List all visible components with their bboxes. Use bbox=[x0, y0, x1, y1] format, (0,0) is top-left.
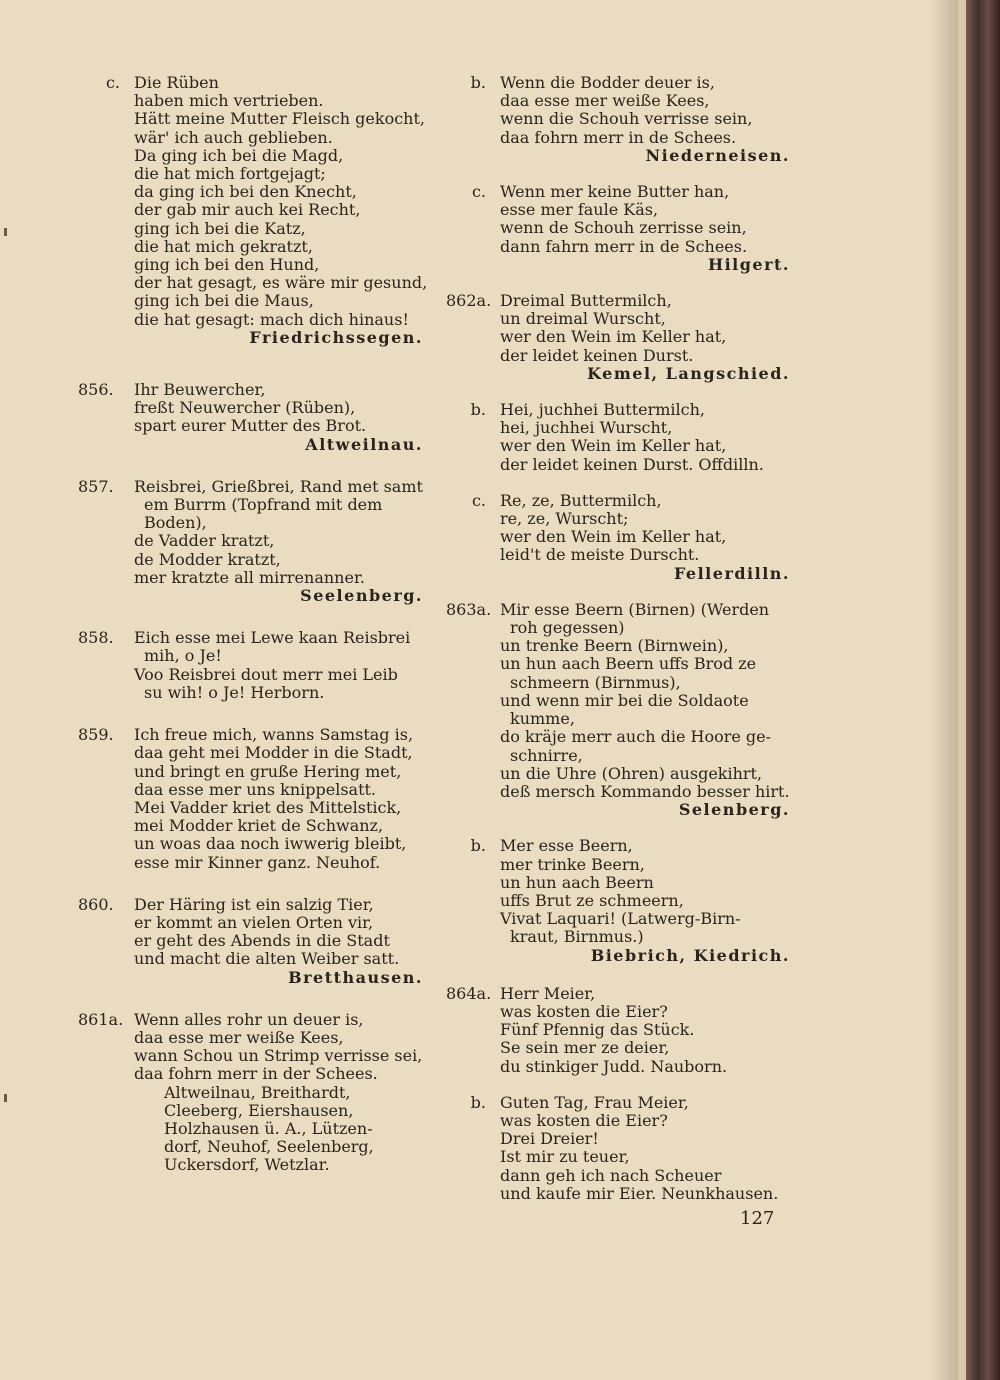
verse-line: schmeern (Birnmus), bbox=[510, 672, 681, 692]
verse-line: un hun aach Beern uffs Brod ze bbox=[500, 654, 757, 674]
verse-line: esse mer faule Käs, bbox=[500, 200, 659, 220]
verse-line: Holzhausen ü. A., Lützen- bbox=[164, 1118, 373, 1138]
entry-number: b. bbox=[470, 1092, 486, 1112]
verse-line: die hat mich gekratzt, bbox=[134, 236, 313, 256]
verse-line: ging ich bei die Maus, bbox=[134, 291, 314, 311]
entry bbox=[446, 183, 790, 274]
verse-line: Der Häring ist ein salzig Tier, bbox=[134, 894, 374, 914]
verse-line: der gab mir auch kei Recht, bbox=[134, 200, 361, 220]
verse-line: dann geh ich nach Scheuer bbox=[500, 1165, 722, 1185]
verse-line: mei Modder kriet de Schwanz, bbox=[134, 816, 384, 836]
verse-line: leid't de meiste Durscht. bbox=[500, 545, 700, 565]
book-edge bbox=[958, 0, 1000, 1380]
verse-line: was kosten die Eier? bbox=[500, 1110, 668, 1130]
verse-line: un hun aach Beern bbox=[500, 872, 654, 892]
verse-line: do kräje merr auch die Hoore ge- bbox=[500, 727, 772, 747]
verse-line: mih, o Je! bbox=[144, 646, 222, 666]
verse-line: wer den Wein im Keller hat, bbox=[500, 436, 727, 456]
verse-line: Reisbrei, Grießbrei, Rand met samt bbox=[134, 476, 423, 496]
verse-line: spart eurer Mutter des Brot. bbox=[134, 416, 367, 436]
verse-line: kumme, bbox=[510, 709, 575, 729]
verse-line: wer den Wein im Keller hat, bbox=[500, 527, 727, 547]
entry bbox=[446, 401, 790, 474]
verse-line: der leidet keinen Durst. bbox=[500, 345, 694, 365]
entry-number: c. bbox=[471, 490, 486, 510]
entry-number: 859. bbox=[78, 725, 114, 745]
verse-line: hei, juchhei Wurscht, bbox=[500, 418, 673, 438]
verse-line: und bringt en gruße Hering met, bbox=[134, 761, 402, 781]
verse-line: kraut, Birnmus.) bbox=[510, 927, 644, 947]
entry bbox=[446, 74, 790, 165]
verse-line: ging ich bei den Hund, bbox=[134, 255, 320, 275]
verse-line: ging ich bei die Katz, bbox=[134, 218, 306, 238]
entry-number: 858. bbox=[78, 628, 114, 648]
verse-line: und kaufe mir Eier. Neunkhausen. bbox=[500, 1183, 779, 1203]
verse-line: Mer esse Beern, bbox=[500, 836, 633, 856]
entry bbox=[78, 73, 428, 347]
verse-line: Dreimal Buttermilch, bbox=[500, 291, 672, 311]
entry-number: 863a. bbox=[446, 599, 492, 619]
verse-line: Guten Tag, Frau Meier, bbox=[500, 1092, 689, 1112]
verse-line: was kosten die Eier? bbox=[500, 1001, 668, 1021]
verse-line: wenn de Schouh zerrisse sein, bbox=[500, 218, 747, 238]
entry bbox=[446, 601, 790, 819]
place-name: Seelenberg. bbox=[300, 586, 423, 606]
verse-line: roh gegessen) bbox=[510, 618, 625, 638]
verse-line: Ich freue mich, wanns Samstag is, bbox=[134, 725, 414, 745]
verse-line: re, ze, Wurscht; bbox=[500, 509, 629, 529]
margin-mark bbox=[4, 228, 7, 236]
verse-line: Re, ze, Buttermilch, bbox=[500, 490, 662, 510]
verse-line: dann fahrn merr in de Schees. bbox=[500, 236, 748, 256]
margin-mark bbox=[4, 1094, 7, 1102]
verse-line: Uckersdorf, Wetzlar. bbox=[164, 1155, 330, 1175]
verse-line: Eich esse mei Lewe kaan Reisbrei bbox=[134, 628, 411, 648]
verse-line: deß mersch Kommando besser hirt. bbox=[500, 781, 790, 801]
verse-line: un die Uhre (Ohren) ausgekihrt, bbox=[500, 763, 763, 783]
place-name: Selenberg. bbox=[678, 800, 790, 820]
place-name: Kemel, Langschied. bbox=[587, 363, 790, 383]
left-column bbox=[78, 73, 428, 1175]
verse-line: Se sein mer ze deier, bbox=[500, 1038, 670, 1058]
entry bbox=[446, 292, 790, 383]
verse-line: mer kratzte all mirrenanner. bbox=[134, 567, 365, 587]
verse-line: der leidet keinen Durst. Offdilln. bbox=[500, 454, 764, 474]
verse-line: die hat gesagt: mach dich hinaus! bbox=[134, 309, 409, 329]
verse-line: Fünf Pfennig das Stück. bbox=[500, 1020, 695, 1040]
verse-line: Hätt meine Mutter Fleisch gekocht, bbox=[134, 109, 425, 129]
verse-line: schnirre, bbox=[510, 745, 583, 765]
verse-line: du stinkiger Judd. Nauborn. bbox=[500, 1056, 728, 1076]
verse-line: Mir esse Beern (Birnen) (Werden bbox=[500, 599, 770, 619]
entry bbox=[446, 837, 790, 964]
verse-line: mer trinke Beern, bbox=[500, 854, 645, 874]
verse-line: und macht die alten Weiber satt. bbox=[134, 949, 400, 969]
verse-line: un woas daa noch iwwerig bleibt, bbox=[134, 834, 407, 854]
entry-number: 860. bbox=[78, 894, 114, 914]
verse-line: Wenn alles rohr un deuer is, bbox=[134, 1009, 364, 1029]
verse-line: Da ging ich bei die Magd, bbox=[134, 145, 344, 165]
entry-number: 861a. bbox=[78, 1009, 124, 1029]
entry bbox=[446, 1094, 790, 1203]
right-column bbox=[446, 74, 790, 1203]
verse-line: daa esse mer weiße Kees, bbox=[500, 91, 710, 111]
entry-number: 862a. bbox=[446, 291, 492, 311]
entry bbox=[78, 726, 423, 872]
place-name: Fellerdilln. bbox=[673, 563, 790, 583]
verse-line: er geht des Abends in die Stadt bbox=[134, 931, 390, 951]
place-name: Altweilnau. bbox=[305, 434, 423, 454]
verse-line: Wenn mer keine Butter han, bbox=[500, 182, 730, 202]
verse-line: Voo Reisbrei dout merr mei Leib bbox=[134, 664, 398, 684]
verse-line: Hei, juchhei Buttermilch, bbox=[500, 400, 706, 420]
verse-line: Drei Dreier! bbox=[500, 1129, 599, 1149]
verse-line: Altweilnau, Breithardt, bbox=[164, 1082, 351, 1102]
verse-line: da ging ich bei den Knecht, bbox=[134, 182, 357, 202]
entry bbox=[446, 492, 790, 583]
verse-line: Wenn die Bodder deuer is, bbox=[500, 73, 715, 92]
entry bbox=[78, 478, 423, 605]
verse-line: und wenn mir bei die Soldaote bbox=[500, 690, 749, 710]
place-name: Biebrich, Kiedrich. bbox=[590, 945, 790, 965]
verse-line: un trenke Beern (Birnwein), bbox=[500, 636, 729, 656]
verse-line: daa fohrn merr in de Schees. bbox=[500, 127, 737, 147]
verse-line: er kommt an vielen Orten vir, bbox=[134, 912, 374, 932]
verse-line: Ihr Beuwercher, bbox=[134, 380, 266, 400]
verse-line: Cleeberg, Eiershausen, bbox=[164, 1100, 354, 1120]
verse-line: Boden), bbox=[144, 513, 207, 533]
entry-number: b. bbox=[470, 836, 486, 856]
place-name: Niederneisen. bbox=[645, 145, 790, 165]
verse-line: de Vadder kratzt, bbox=[134, 531, 275, 551]
verse-line: dorf, Neuhof, Seelenberg, bbox=[164, 1137, 374, 1157]
verse-line: daa fohrn merr in der Schees. bbox=[134, 1064, 378, 1084]
place-name: Bretthausen. bbox=[288, 967, 423, 987]
verse-line: esse mir Kinner ganz. Neuhof. bbox=[134, 852, 381, 872]
place-name: Friedrichssegen. bbox=[249, 327, 423, 347]
entry bbox=[446, 985, 790, 1076]
verse-line: haben mich vertrieben. bbox=[134, 91, 324, 111]
verse-line: em Burrm (Topfrand mit dem bbox=[144, 495, 383, 515]
entry-number: c. bbox=[105, 73, 120, 92]
verse-line: daa esse mer weiße Kees, bbox=[134, 1027, 344, 1047]
verse-line: Ist mir zu teuer, bbox=[500, 1147, 630, 1167]
verse-line: Vivat Laquari! (Latwerg-Birn- bbox=[500, 909, 741, 929]
entry-number: 857. bbox=[78, 476, 114, 496]
verse-line: wenn die Schouh verrisse sein, bbox=[500, 109, 753, 129]
verse-line: daa geht mei Modder in die Stadt, bbox=[134, 743, 413, 763]
verse-line: die hat mich fortgejagt; bbox=[134, 164, 326, 184]
verse-line: uffs Brut ze schmeern, bbox=[500, 890, 684, 910]
entry-number: c. bbox=[471, 182, 486, 202]
verse-line: wann Schou un Strimp verrisse sei, bbox=[134, 1046, 423, 1066]
verse-line: Die Rüben bbox=[134, 73, 219, 92]
page-number: 127 bbox=[740, 1208, 775, 1229]
place-name: Hilgert. bbox=[707, 254, 790, 274]
verse-line: Herr Meier, bbox=[500, 983, 596, 1003]
verse-line: wer den Wein im Keller hat, bbox=[500, 327, 727, 347]
verse-line: un dreimal Wurscht, bbox=[500, 309, 666, 329]
entry bbox=[78, 381, 423, 454]
verse-line: wär' ich auch geblieben. bbox=[134, 127, 333, 147]
verse-line: su wih! o Je! Herborn. bbox=[144, 682, 325, 702]
entry-number: b. bbox=[470, 400, 486, 420]
entry bbox=[78, 629, 423, 702]
entry-number: 856. bbox=[78, 380, 114, 400]
gutter-shadow bbox=[930, 0, 958, 1380]
entry bbox=[78, 896, 423, 987]
verse-line: Mei Vadder kriet des Mittelstick, bbox=[134, 797, 402, 817]
entry bbox=[78, 1011, 423, 1175]
verse-line: de Modder kratzt, bbox=[134, 549, 281, 569]
entry-number: b. bbox=[470, 73, 486, 92]
verse-line: freßt Neuwercher (Rüben), bbox=[134, 398, 356, 418]
entry-number: 864a. bbox=[446, 983, 492, 1003]
verse-line: daa esse mer uns knippelsatt. bbox=[134, 779, 377, 799]
verse-line: der hat gesagt, es wäre mir gesund, bbox=[134, 273, 428, 293]
